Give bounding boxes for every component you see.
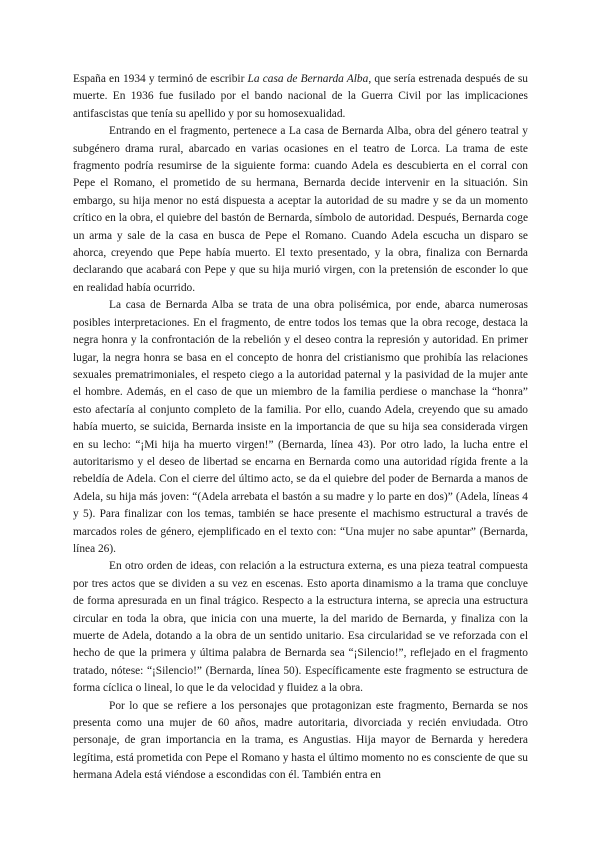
paragraph-p3: [73, 297, 528, 558]
paragraph-text: , que sería estrenada después de su muerte. En 1936 fue fusilado por el bando nacional de la Guerra Civil por las implicaciones antifascistas que tenía su apellido y por su homosexualidad.: [73, 73, 528, 120]
paragraph-p2: [73, 123, 528, 297]
work-title: La casa de Bernarda Alba: [247, 73, 369, 85]
paragraph-text: En otro orden de ideas, con relación a la estructura externa, es una pieza teatral compuesta por tres actos que se dividen a su vez en escenas. Esto aporta dinamismo a la trama que concluye de forma apresurada en un final trágico. Respecto a la estructura interna, se aprecia una estructura circular en toda la obra, que inicia con una muerte, la del marido de Bernarda, y finaliza con la muerte de Adela, dotando a la obra de un sentido unitario. Esa circularidad se ve reforzada con el hecho de que la primera y última palabra de Bernarda sea “¡Silencio!”, reflejado en el fragmento tratado, nótese: “¡Silencio!” (Bernarda, línea 50). Específicamente este fragmento se estructura de forma cíclica o lineal, lo que le da velocidad y fluidez a la obra.: [73, 560, 528, 695]
paragraph-p1: [73, 71, 528, 123]
paragraph-text: Entrando en el fragmento, pertenece a La casa de Bernarda Alba, obra del género teatral y subgénero drama rural, abarcado en varias ocasiones en el teatro de Lorca. La trama de este fragmento podría resumirse de la siguiente forma: cuando Adela es descubierta en el corral con Pepe el Romano, el prometido de su hermana, Bernarda decide intervenir en la situación. Sin embargo, su hija menor no está dispuesta a aceptar la autoridad de su madre y se da un momento crítico en la obra, el quiebre del bastón de Bernarda, símbolo de autoridad. Después, Bernarda coge un arma y sale de la casa en busca de Pepe el Romano. Cuando Adela escucha un disparo se ahorca, creyendo que Pepe había muerto. El texto presentado, y la obra, finaliza con Bernarda declarando que acabará con Pepe y que su hija murió virgen, con la pretensión de esconder lo que en realidad había ocurrido.: [73, 125, 528, 294]
paragraph-text: España en 1934 y terminó de escribir: [73, 73, 248, 85]
paragraph-p5: [73, 698, 528, 785]
body-text: [73, 71, 528, 785]
paragraph-text: Por lo que se refiere a los personajes que protagonizan este fragmento, Bernarda se nos presenta como una mujer de 60 años, madre autoritaria, divorciada y recién enviudada. Otro personaje, de gran importancia en la trama, es Angustias. Hija mayor de Bernarda y heredera legítima, está prometida con Pepe el Romano y hasta el último momento no es consciente de que su hermana Adela está viéndose a escondidas con él. También entra en: [73, 699, 528, 782]
paragraph-text: La casa de Bernarda Alba se trata de una obra polisémica, por ende, abarca numerosas posibles interpretaciones. En el fragmento, de entre todos los temas que la obra recoge, destaca la negra honra y la confrontación de la rebelión y el deseo contra la represión y autoridad. En primer lugar, la negra honra se basa en el concepto de honra del cristianismo que prohibía las relaciones sexuales prematrimoniales, el respeto ciego a la autoridad paternal y la pasividad de la mujer ante el hombre. Además, en el caso de que un miembro de la familia perdiese o manchase la “honra” esto afectaría al conjunto completo de la familia. Por ello, cuando Adela, creyendo que su amado había muerto, se suicida, Bernarda insiste en la importancia de que su hija sea considerada virgen en su lecho: “¡Mi hija ha muerto virgen!” (Bernarda, línea 43). Por otro lado, la lucha entre el autoritarismo y el deseo de libertad se encarna en Bernarda como una autoridad rígida frente a la rebeldía de Adela. Con el cierre del último acto, se da el quiebre del poder de Bernarda a manos de Adela, su hija más joven: “(Adela arrebata el bastón a su madre y lo parte en dos)” (Adela, líneas 4 y 5). Para finalizar con los temas, también se hace presente el machismo estructural a través de marcados roles de género, ejemplificado en el texto con: “Una mujer no sabe apuntar” (Bernarda, línea 26).: [73, 299, 528, 555]
paragraph-p4: [73, 558, 528, 697]
